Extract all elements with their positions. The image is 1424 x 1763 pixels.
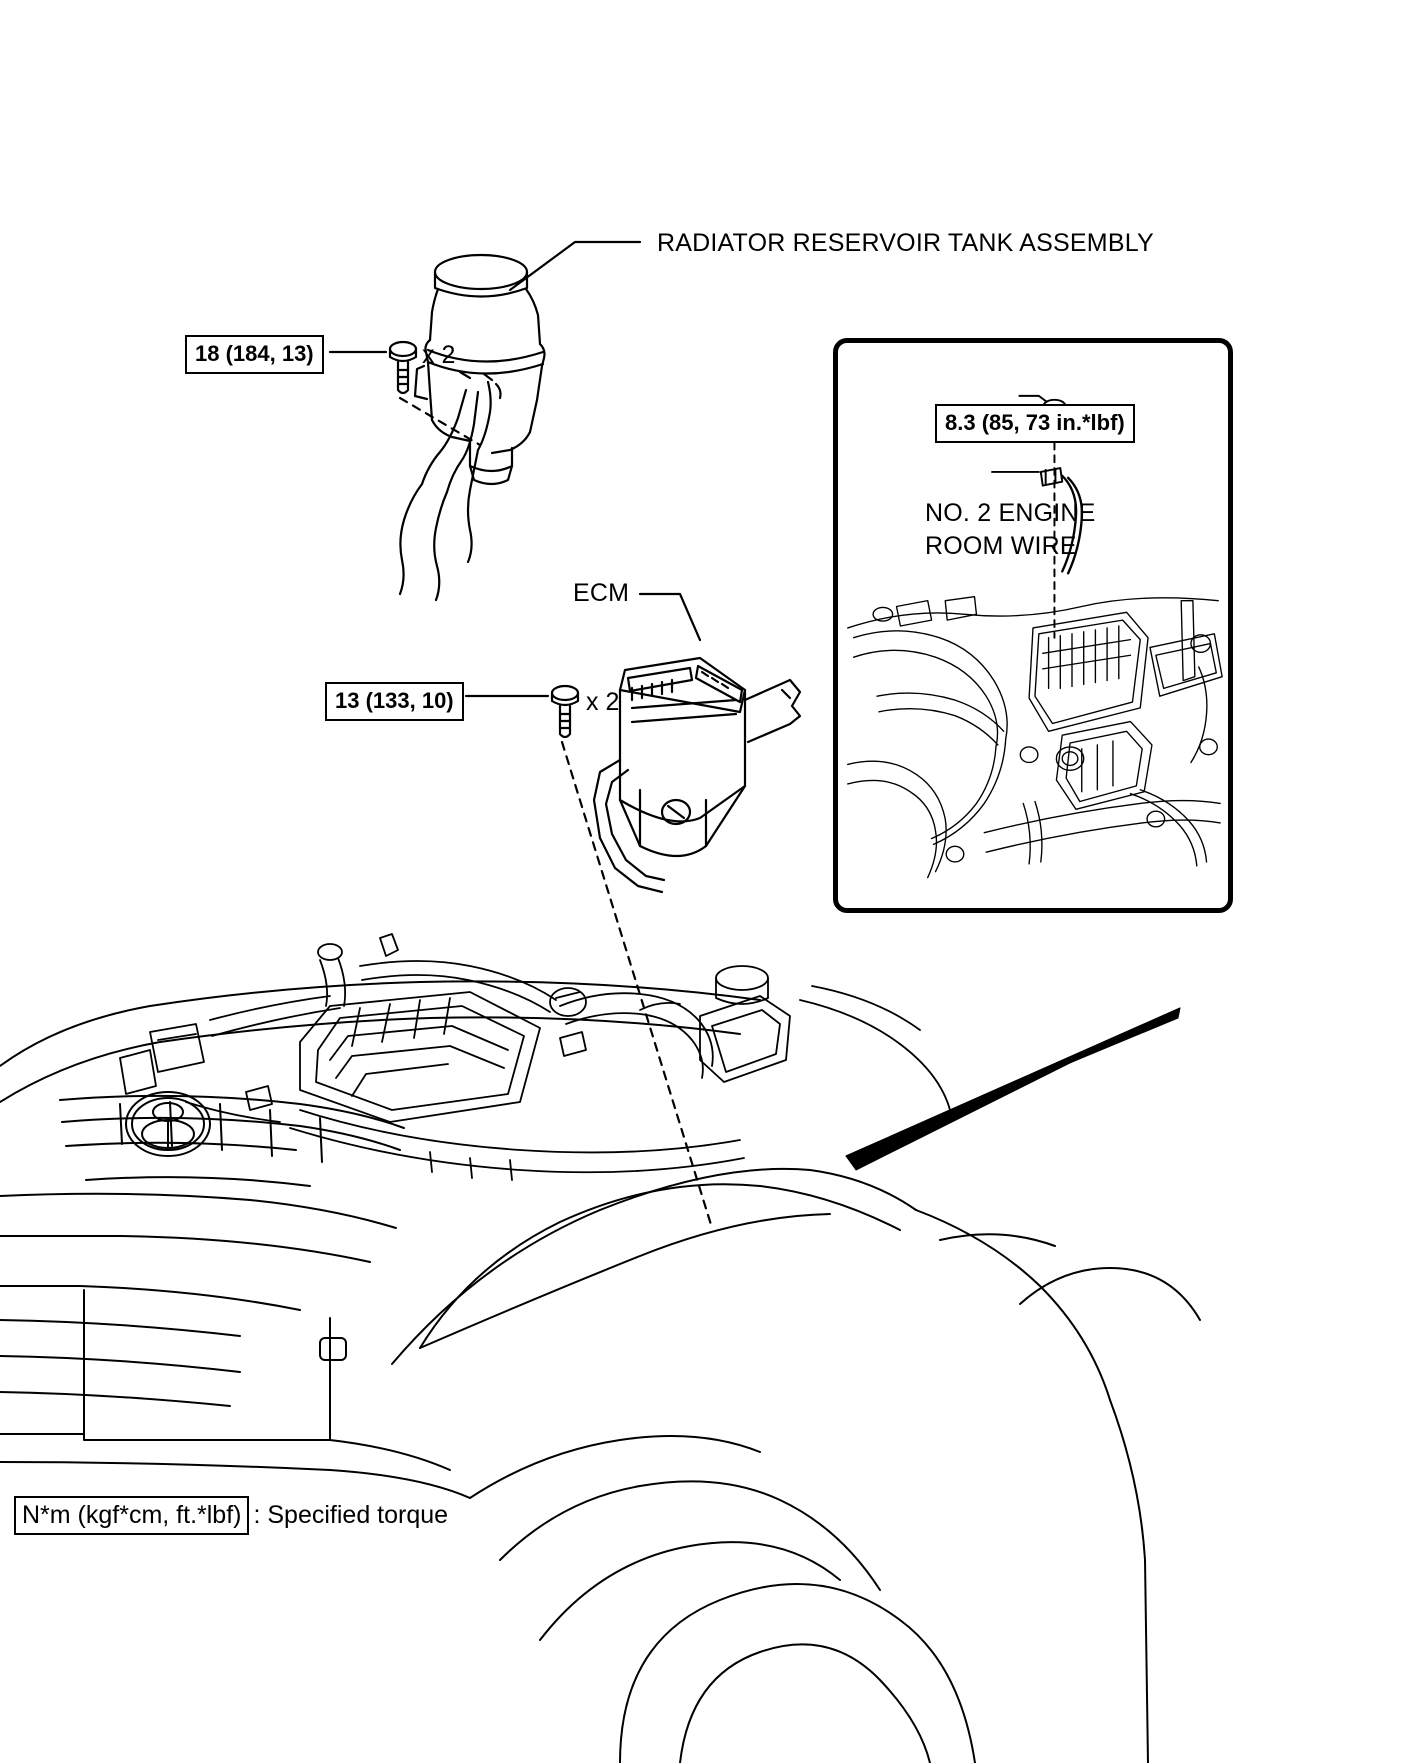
torque-spec-ecm: 13 (133, 10) [325, 682, 464, 721]
label-engine-room-wire-line1: NO. 2 ENGINE [925, 499, 1096, 527]
label-radiator-reservoir-tank: RADIATOR RESERVOIR TANK ASSEMBLY [657, 229, 1154, 257]
engine-bay-detail [120, 934, 950, 1180]
legend-description: : Specified torque [253, 1501, 449, 1529]
radiator-reservoir-tank-drawing [400, 255, 545, 600]
wire-clip [1041, 468, 1062, 486]
leader-radiator-tank [510, 242, 640, 290]
label-engine-room-wire-line2: ROOM WIRE [925, 532, 1077, 560]
callout-engine-bay-trace [848, 597, 1222, 878]
torque-spec-tank: 18 (184, 13) [185, 335, 324, 374]
label-ecm: ECM [573, 579, 630, 607]
torque-legend [14, 1496, 448, 1535]
tank-bolt-dashed-line [400, 398, 480, 445]
torque-qty-ecm: x 2 [586, 688, 620, 716]
callout-pointer [846, 1008, 1180, 1170]
ecm-drawing [594, 658, 800, 892]
vehicle-front-outline [0, 981, 1200, 1763]
ecm-bolt-icon [552, 686, 578, 737]
torque-spec-wire: 8.3 (85, 73 in.*lbf) [935, 404, 1135, 443]
legend-unit-box: N*m (kgf*cm, ft.*lbf) [14, 1496, 249, 1535]
leader-ecm [640, 594, 700, 640]
torque-qty-tank: x 2 [422, 341, 456, 369]
tank-bolt-icon [390, 342, 416, 393]
